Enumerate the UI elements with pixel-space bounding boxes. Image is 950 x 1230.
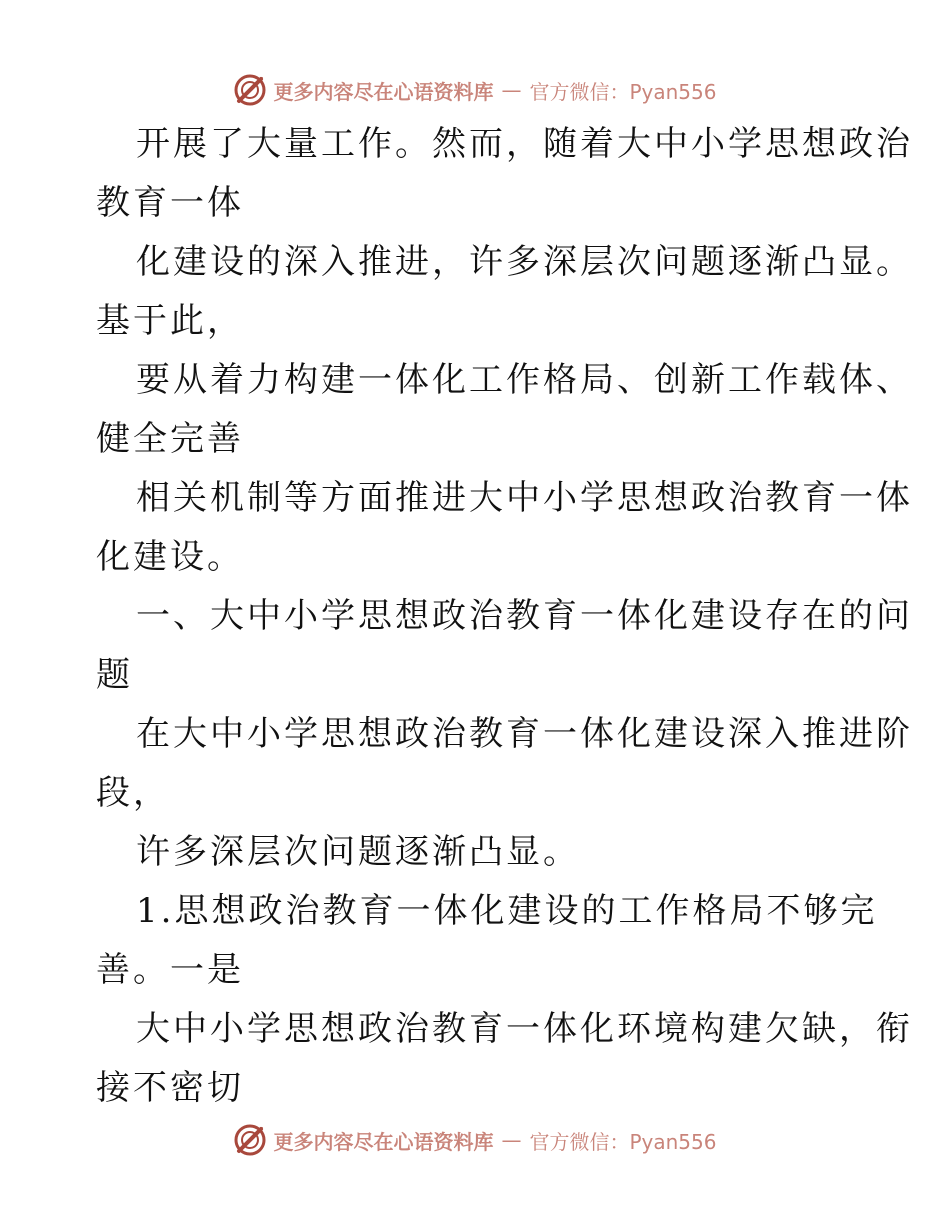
banner-wechat-text: 官方微信：Pyan556 bbox=[529, 1129, 717, 1154]
seal-logo-icon bbox=[233, 1123, 267, 1157]
paragraph bbox=[96, 823, 866, 882]
footer-banner bbox=[0, 1120, 950, 1160]
paragraph bbox=[96, 705, 913, 823]
paragraph-continuation: 化建设。 bbox=[96, 537, 244, 577]
banner-dash: — bbox=[501, 78, 522, 102]
paragraph-first-line: 在大中小学思想政治教育一体化建设深入推进阶 bbox=[136, 714, 913, 754]
paragraph-first-line: 开展了大量工作。然而，随着大中小学思想政治 bbox=[136, 124, 913, 164]
paragraph-continuation: 教育一体 bbox=[96, 183, 244, 223]
paragraph-continuation: 题 bbox=[96, 655, 133, 695]
paragraph-first-line: 大中小学思想政治教育一体化环境构建欠缺，衔 bbox=[136, 1009, 913, 1049]
paragraph-first-line: 1.思想政治教育一体化建设的工作格局不够完 bbox=[136, 891, 878, 931]
paragraph bbox=[96, 233, 913, 351]
paragraph-first-line: 要从着力构建一体化工作格局、创新工作载体、 bbox=[136, 360, 913, 400]
banner-wechat-text: 官方微信：Pyan556 bbox=[529, 79, 717, 104]
header-banner bbox=[0, 70, 950, 110]
subsection-heading bbox=[96, 882, 878, 1000]
paragraph-continuation: 基于此， bbox=[96, 301, 244, 341]
document-body bbox=[96, 115, 913, 1118]
seal-logo-icon bbox=[233, 73, 267, 107]
section-heading bbox=[96, 587, 913, 705]
paragraph-first-line: 化建设的深入推进，许多深层次问题逐渐凸显。 bbox=[136, 242, 913, 282]
paragraph-continuation: 健全完善 bbox=[96, 419, 244, 459]
banner-site-text: 更多内容尽在心语资料库 bbox=[273, 79, 494, 104]
paragraph-first-line: 相关机制等方面推进大中小学思想政治教育一体 bbox=[136, 478, 913, 518]
paragraph bbox=[96, 115, 913, 233]
paragraph-first-line: 许多深层次问题逐渐凸显。 bbox=[136, 832, 580, 872]
paragraph-continuation: 段， bbox=[96, 773, 170, 813]
paragraph bbox=[96, 1000, 913, 1118]
paragraph-continuation: 接不密切 bbox=[96, 1068, 244, 1108]
banner-dash: — bbox=[501, 1128, 522, 1152]
paragraph bbox=[96, 469, 913, 587]
paragraph-first-line: 一、大中小学思想政治教育一体化建设存在的问 bbox=[136, 596, 913, 636]
banner-site-text: 更多内容尽在心语资料库 bbox=[273, 1129, 494, 1154]
paragraph-continuation: 善。一是 bbox=[96, 950, 244, 990]
paragraph bbox=[96, 351, 913, 469]
